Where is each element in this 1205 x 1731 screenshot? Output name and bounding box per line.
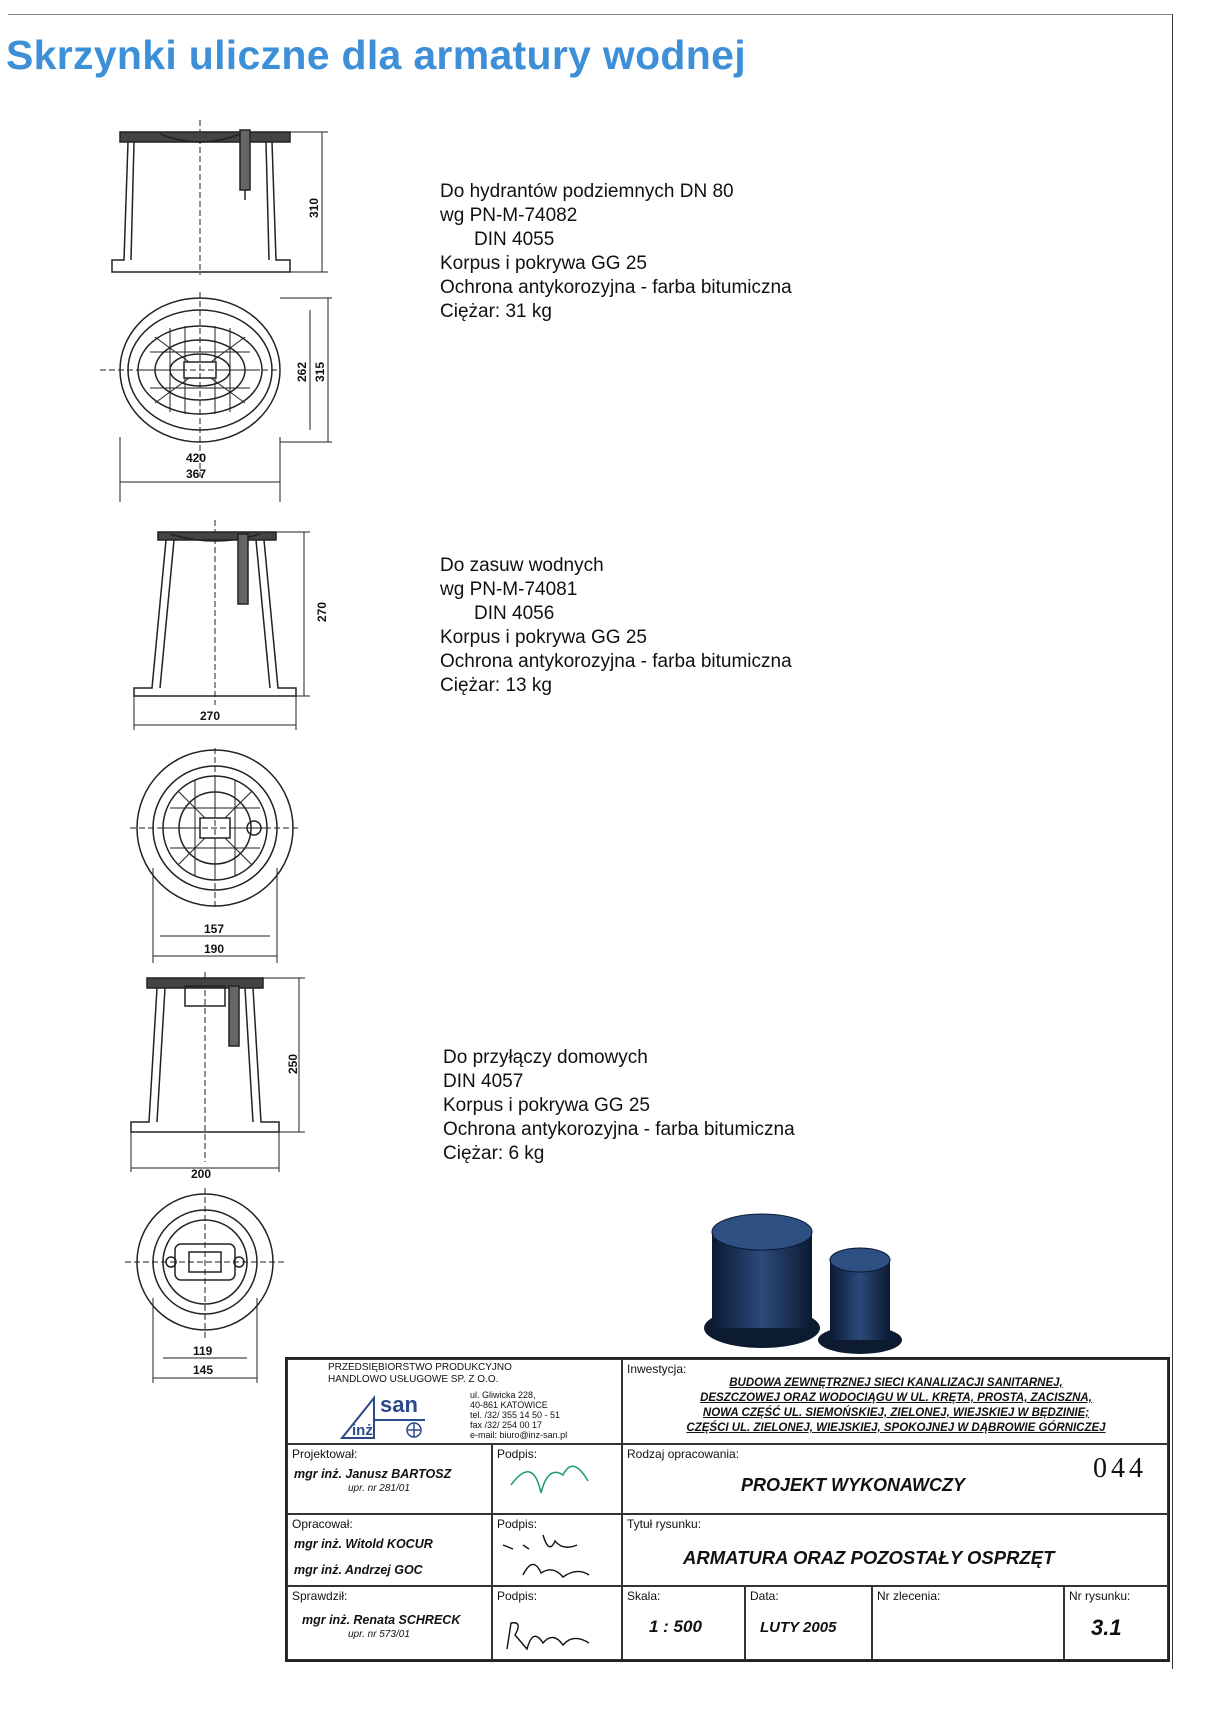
type-value: PROJEKT WYKONAWCZY: [741, 1475, 966, 1495]
investment-line: BUDOWA ZEWNĘTRZNEJ SIECI KANALIZACJI SANITARNEJ,: [729, 1377, 1063, 1389]
investment-label: Inwestycja:: [627, 1362, 687, 1376]
spec-line: Ciężar: 13 kg: [440, 675, 552, 696]
spec-line: Ochrona antykorozyjna - farba bitumiczna: [443, 1119, 795, 1140]
product-photo: [700, 1210, 920, 1360]
drawing-no-cell: [1064, 1586, 1168, 1660]
spec-line: Ciężar: 6 kg: [443, 1143, 545, 1164]
investment-line: NOWA CZĘŚĆ UL. SIEMOŃSKIEJ, ZIELONEJ, WIEJSKIEJ W BĘDZINIE;: [702, 1407, 1090, 1419]
dim-height: 250: [286, 1053, 300, 1074]
prepared-name-2: mgr inż. Andrzej GOC: [294, 1563, 423, 1577]
addr-street: ul. Gliwicka 228,: [470, 1390, 536, 1400]
spec-line: Do zasuw wodnych: [440, 555, 604, 576]
signature-black: [493, 1587, 623, 1661]
dim-plan-w1: 262: [295, 361, 309, 382]
spec-line: Ochrona antykorozyjna - farba bitumiczna: [440, 277, 792, 298]
prepared-name-1: mgr inż. Witold KOCUR: [294, 1537, 433, 1551]
dim-plan-w2: 315: [313, 361, 327, 382]
scale-value: 1 : 500: [649, 1617, 702, 1636]
page-title: Skrzynki uliczne dla armatury wodnej: [6, 32, 746, 78]
hydrant-box-spec: [440, 180, 792, 324]
checked-upr: upr. nr 573/01: [348, 1629, 410, 1640]
checked-label: Sprawdził:: [292, 1589, 348, 1603]
checked-sign-cell: [492, 1586, 622, 1660]
type-cell: [622, 1444, 1168, 1514]
designed-name: mgr inż. Janusz BARTOSZ: [294, 1467, 452, 1481]
drawing-title: ARMATURA ORAZ POZOSTAŁY OSPRZĘT: [683, 1547, 1055, 1568]
addr-fax: fax /32/ 254 00 17: [470, 1420, 543, 1430]
investment-cell: [622, 1359, 1168, 1444]
company-logo: [340, 1392, 425, 1440]
checked-name: mgr inż. Renata SCHRECK: [302, 1613, 461, 1627]
signature-black: [493, 1515, 623, 1587]
house-box-spec: [443, 1046, 795, 1166]
sign-label: Podpis:: [497, 1589, 538, 1603]
spec-line: wg PN-M-74081: [440, 579, 578, 600]
order-label: Nr zlecenia:: [877, 1589, 941, 1603]
spec-line: Ochrona antykorozyjna - farba bitumiczna: [440, 651, 792, 672]
valve-box-plan-drawing: [130, 748, 330, 963]
scale-cell: [622, 1586, 745, 1660]
checked-cell: [287, 1586, 492, 1660]
designed-sign-cell: [492, 1444, 622, 1514]
dim-plan-l1: 119: [193, 1344, 213, 1358]
date-value: LUTY 2005: [760, 1619, 837, 1636]
drawing-no: 3.1: [1091, 1615, 1122, 1640]
date-cell: [745, 1586, 872, 1660]
dim-base: 200: [191, 1167, 212, 1181]
investment-line: DESZCZOWEJ ORAZ WODOCIĄGU W UL. KRĘTA, PROSTA, ZACISZNA,: [700, 1392, 1092, 1404]
spec-line: Korpus i pokrywa GG 25: [440, 627, 647, 648]
dim-base: 270: [200, 709, 221, 723]
company-cell: [287, 1359, 622, 1444]
company-name-line1: PRZEDSIĘBIORSTWO PRODUKCYJNO: [328, 1362, 512, 1373]
house-box-plan-drawing: [125, 1188, 305, 1383]
investment-text: [623, 1376, 1169, 1436]
designed-upr: upr. nr 281/01: [348, 1483, 410, 1494]
spec-line: DIN 4056: [474, 603, 555, 624]
spec-line: DIN 4057: [443, 1071, 524, 1092]
dim-plan-l2: 367: [186, 467, 207, 481]
title-block: [285, 1357, 1170, 1662]
spec-line: wg PN-M-74082: [440, 205, 578, 226]
dim-height: 270: [315, 601, 329, 622]
prepared-label: Opracował:: [292, 1517, 353, 1531]
spec-line: Korpus i pokrywa GG 25: [443, 1095, 650, 1116]
spec-line: Do przyłączy domowych: [443, 1047, 648, 1068]
type-label: Rodzaj opracowania:: [627, 1447, 740, 1461]
hydrant-box-plan-drawing: [100, 292, 370, 507]
dim-plan-l1: 420: [186, 451, 207, 465]
logo-text-bottom: inż: [352, 1422, 373, 1439]
spec-line: Korpus i pokrywa GG 25: [440, 253, 647, 274]
logo-text-top: san: [380, 1392, 418, 1417]
dim-plan-l2: 145: [193, 1363, 214, 1377]
date-label: Data:: [750, 1589, 779, 1603]
drawing-title-cell: [622, 1514, 1168, 1586]
scale-label: Skala:: [627, 1589, 661, 1603]
doc-number: 044: [1093, 1453, 1147, 1484]
spec-line: Do hydrantów podziemnych DN 80: [440, 181, 734, 202]
spec-line: Ciężar: 31 kg: [440, 301, 552, 322]
hydrant-box-elevation-drawing: [100, 120, 340, 280]
investment-line: CZĘŚCI UL. ZIELONEJ, WIEJSKIEJ, SPOKOJNEJ W DĄBROWIE GÓRNICZEJ: [686, 1422, 1106, 1434]
addr-email: e-mail: biuro@inz-san.pl: [470, 1430, 568, 1440]
sign-label: Podpis:: [497, 1517, 538, 1531]
designed-cell: [287, 1444, 492, 1514]
signature-green: [493, 1445, 623, 1515]
dim-plan-l1: 157: [204, 922, 225, 936]
designed-label: Projektował:: [292, 1447, 358, 1461]
company-address: [470, 1390, 567, 1440]
dim-height: 310: [307, 197, 321, 218]
prepared-sign-cell: [492, 1514, 622, 1586]
addr-city: 40-861 KATOWICE: [470, 1400, 548, 1410]
sign-label: Podpis:: [497, 1447, 538, 1461]
addr-tel: tel. /32/ 355 14 50 - 51: [470, 1410, 561, 1420]
drawing-title-label: Tytuł rysunku:: [627, 1517, 702, 1531]
dim-plan-l2: 190: [204, 942, 225, 956]
company-name-line2: HANDLOWO USŁUGOWE SP. Z O.O.: [328, 1374, 499, 1385]
prepared-cell: [287, 1514, 492, 1586]
spec-line: DIN 4055: [474, 229, 555, 250]
valve-box-elevation-drawing: [130, 520, 340, 730]
house-box-elevation-drawing: [125, 972, 325, 1182]
drawing-no-label: Nr rysunku:: [1069, 1589, 1131, 1603]
valve-box-spec: [440, 554, 792, 698]
order-cell: [872, 1586, 1064, 1660]
